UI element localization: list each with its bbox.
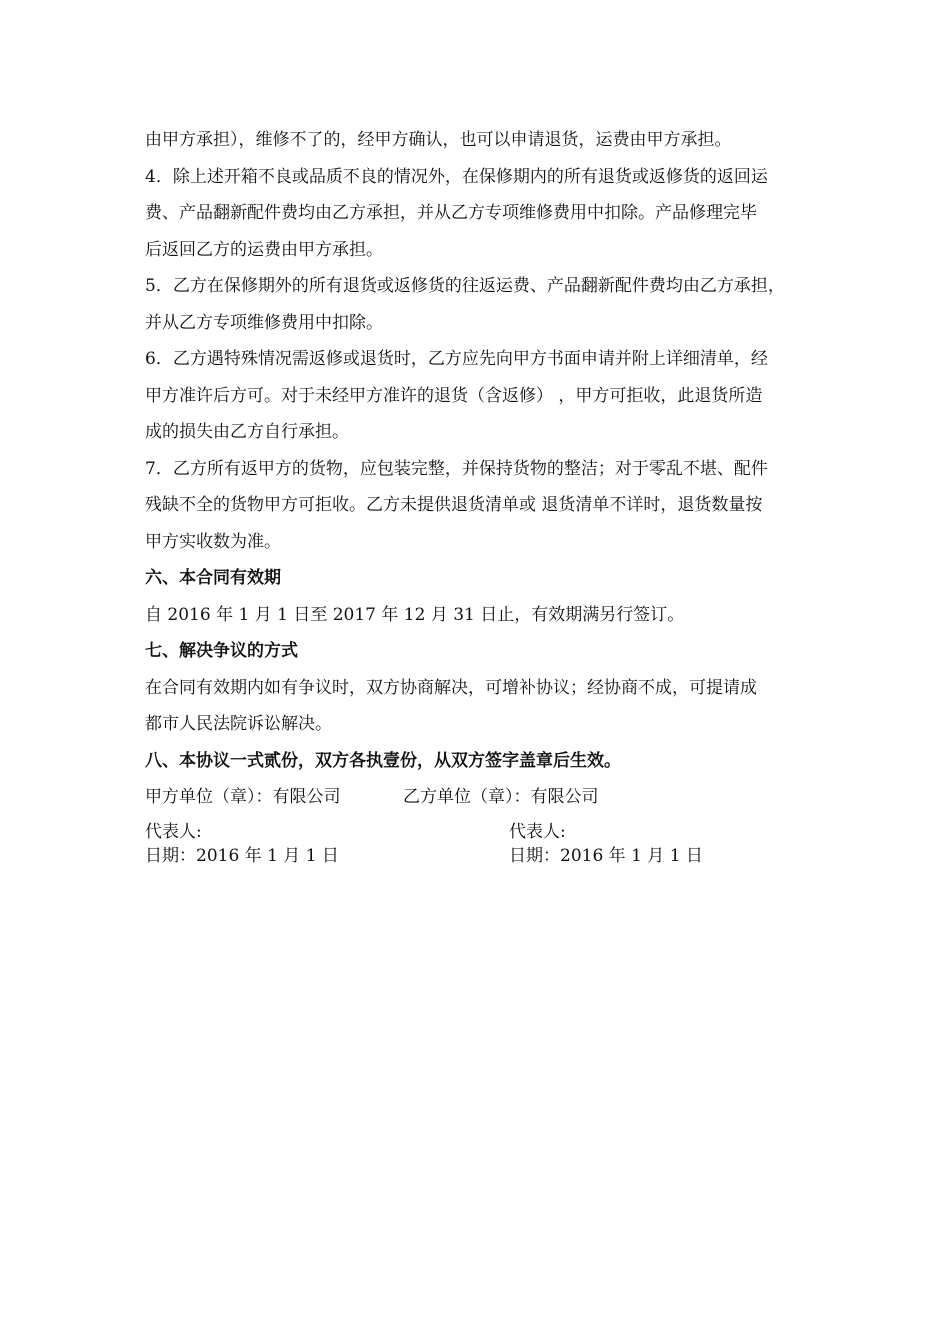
section-heading: 七、解决争议的方式 (145, 641, 298, 661)
party-b-unit: 乙方单位（章）：有限公司 (403, 787, 599, 807)
text-line: 甲方实收数为准。 (145, 531, 281, 552)
party-a-signature (145, 820, 339, 868)
text-line: 6．乙方遇特殊情况需返修或退货时，乙方应先向甲方书面申请并附上详细清单，经 (145, 349, 768, 369)
text-line: 在合同有效期内如有争议时，双方协商解决，可增补协议；经协商不成，可提请成 (145, 677, 757, 698)
text-line: 后返回乙方的运费由甲方承担。 (145, 239, 383, 260)
clause-4 (145, 159, 857, 269)
clause-5 (145, 268, 857, 341)
text-line: 4．除上述开箱不良或品质不良的情况外，在保修期内的所有退货或返修货的返回运 (145, 166, 768, 187)
section-dispute (145, 633, 857, 743)
text-line: 自 2016 年 1 月 1 日至 2017 年 12 月 31 日止，有效期满另行签订。 (145, 604, 685, 625)
party-a-unit: 甲方单位（章）：有限公司 (145, 787, 341, 807)
party-b-signature (509, 820, 703, 868)
party-a-representative: 代表人: (145, 821, 202, 842)
clause-6 (145, 341, 857, 451)
party-b-representative: 代表人: (509, 821, 566, 842)
text-line: 都市人民法院诉讼解决。 (145, 714, 332, 734)
document-body (145, 122, 857, 866)
clause-3-continuation (145, 122, 857, 159)
text-line: 甲方准许后方可。对于未经甲方准许的退货（含返修） ，甲方可拒收，此退货所造 (145, 385, 763, 406)
clause-7 (145, 451, 857, 561)
party-a-date: 日期：2016 年 1 月 1 日 (145, 845, 339, 866)
text-line: 5．乙方在保修期外的所有退货或返修货的往返运费、产品翻新配件费均由乙方承担， (145, 276, 785, 296)
text-line: 成的损失由乙方自行承担。 (145, 422, 349, 442)
section-validity (145, 560, 857, 633)
text-line: 费、产品翻新配件费均由乙方承担，并从乙方专项维修费用中扣除。产品修理完毕 (145, 203, 757, 223)
text-line: 由甲方承担），维修不了的，经甲方确认，也可以申请退货，运费由甲方承担。 (145, 130, 732, 150)
section-heading: 八、本协议一式贰份，双方各执壹份，从双方签字盖章后生效。 (145, 750, 621, 771)
section-heading: 六、本合同有效期 (145, 568, 281, 588)
section-copies (145, 743, 857, 780)
party-b-date: 日期：2016 年 1 月 1 日 (509, 845, 703, 866)
text-line: 7．乙方所有返甲方的货物，应包装完整，并保持货物的整洁；对于零乱不堪、配件 (145, 458, 768, 479)
signature-units (145, 779, 857, 816)
text-line: 残缺不全的货物甲方可拒收。乙方未提供退货清单或 退货清单不详时，退货数量按 (145, 495, 763, 515)
text-line: 并从乙方专项维修费用中扣除。 (145, 312, 383, 333)
